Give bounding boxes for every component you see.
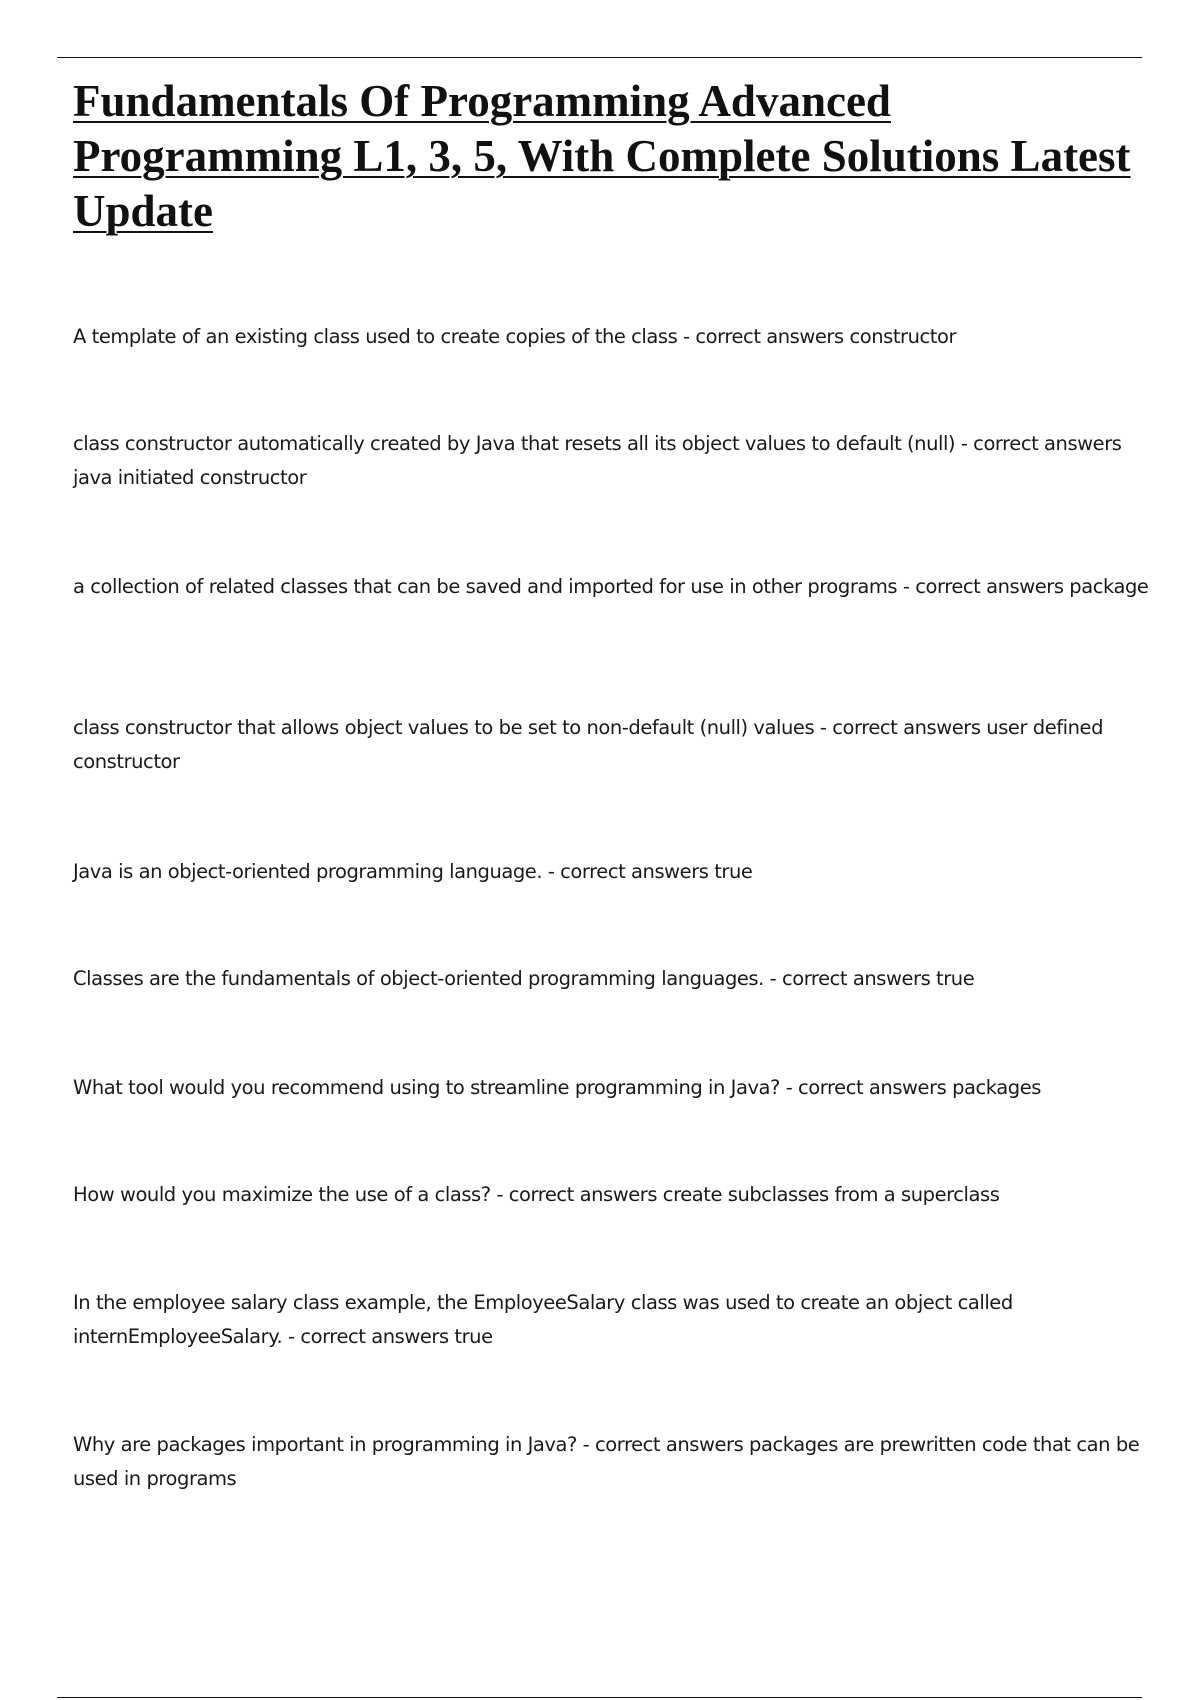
qa-item-1: A template of an existing class used to create copies of the class - correct answers constructor (73, 325, 957, 348)
qa-item-6: Classes are the fundamentals of object-oriented programming languages. - correct answers true (73, 967, 975, 990)
qa-item-5: Java is an object-oriented programming language. - correct answers true (73, 860, 753, 883)
qa-item-3: a collection of related classes that can be saved and imported for use in other programs - correct answers package (73, 575, 1149, 598)
bottom-rule (57, 1697, 1142, 1698)
top-rule (57, 57, 1142, 58)
qa-item-9: In the employee salary class example, the EmployeeSalary class was used to create an object called internEmployeeSalary. - correct answers true (73, 1291, 1013, 1348)
qa-item-8: How would you maximize the use of a class? - correct answers create subclasses from a superclass (73, 1183, 1000, 1206)
qa-item-4: class constructor that allows object values to be set to non-default (null) values - correct answers user defined constructor (73, 716, 1104, 773)
qa-item-2: class constructor automatically created by Java that resets all its object values to default (null) - correct answers java initiated constructor (73, 432, 1122, 489)
qa-item-10: Why are packages important in programming in Java? - correct answers packages are prewritten code that can be used in programs (73, 1433, 1140, 1490)
qa-item-7: What tool would you recommend using to streamline programming in Java? - correct answers packages (73, 1076, 1041, 1099)
document-title: Fundamentals Of Programming Advanced Programming L1, 3, 5, With Complete Solutions Latest Update (73, 76, 1131, 236)
